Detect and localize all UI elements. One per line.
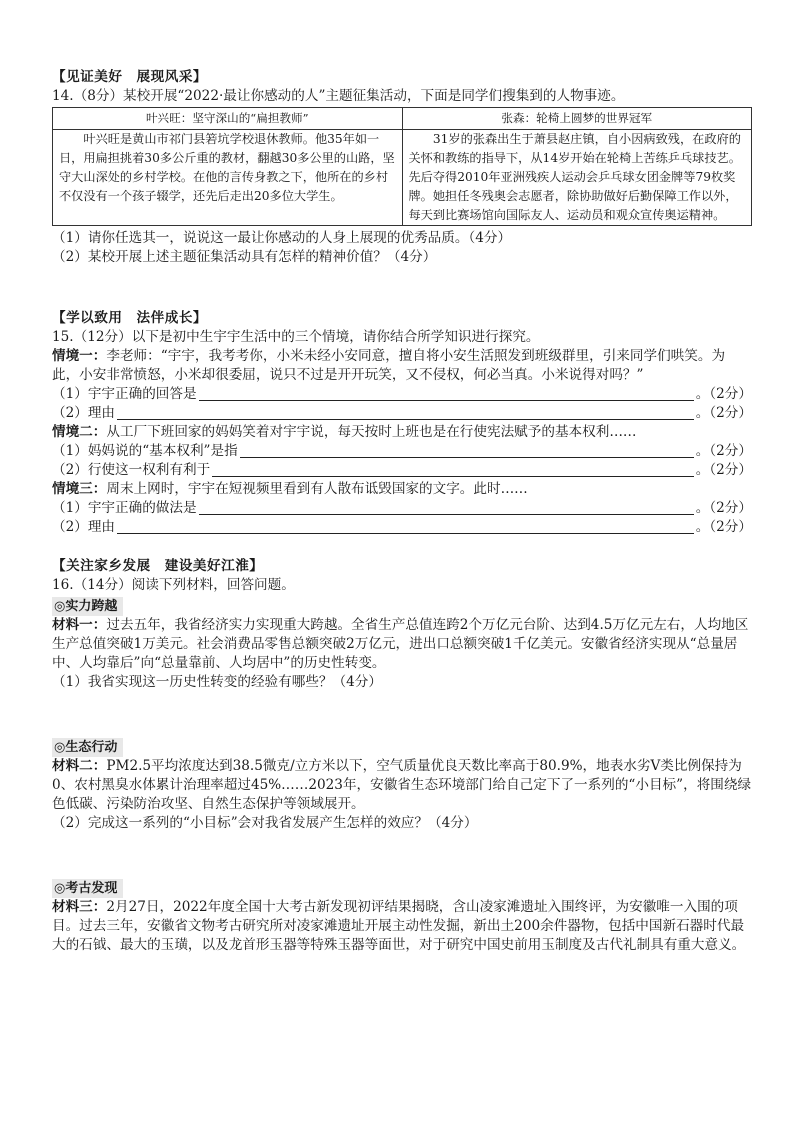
q15-scenario-1 xyxy=(52,347,752,385)
q14-story-table xyxy=(52,107,752,226)
s2-a-blank[interactable] xyxy=(240,442,694,458)
s3-a-prompt: （1）宇宇正确的做法是 xyxy=(52,500,197,516)
tag-archaeology: ◎考古发现 xyxy=(52,879,123,898)
s2-b-blank[interactable] xyxy=(212,461,694,477)
material-3-text: 2月27日，2022年度全国十大考古新发现初评结果揭晓，含山凌家滩遗址入围终评，为安徽唯一入围的项目。过去三年，安徽省文物考古研究所对凌家滩遗址开展主动性发掘，新出土200余件器物，包括中国新石器时代最大的石钺、最大的玉璜，以及龙首形玉器等特殊玉器等面世，对于研究中国史前用玉制度及古代礼制具有重大意义。 xyxy=(52,899,746,953)
s2-b-points: 。（2分） xyxy=(695,462,752,478)
material-1-text: 过去五年，我省经济实力实现重大跨越。全省生产总值连跨2个万亿元台阶、达到4.5万亿元左右，人均地区生产总值突破1万美元。社会消费品零售总额突破2万亿元，进出口总额突破1千亿美元。安徽省经济实现从“总量居中、人均靠后”向“总量靠前、人均居中”的历史性转变。 xyxy=(52,617,749,671)
scenario-2-label: 情境二： xyxy=(52,424,107,440)
q15-s3-answer-b xyxy=(52,518,752,537)
s1-a-prompt: （1）宇宇正确的回答是 xyxy=(52,386,197,402)
q15-s3-answer-a xyxy=(52,499,752,518)
s1-b-points: 。（2分） xyxy=(695,405,752,421)
s2-a-points: 。（2分） xyxy=(695,443,752,459)
s2-b-prompt: （2）行使这一权利有利于 xyxy=(52,462,211,478)
s3-a-points: 。（2分） xyxy=(695,500,752,516)
s1-b-blank[interactable] xyxy=(117,404,694,420)
scenario-3-text: 周末上网时，宇宇在短视频里看到有人散布诋毁国家的文字。此时…… xyxy=(106,481,528,497)
material-2-text: PM2.5平均浓度达到38.5微克/立方米以下，空气质量优良天数比率高于80.9%，地表水劣V类比例保持为0、农村黑臭水体累计治理率超过45%……2023年，安徽省生态环境部门给自己定下了一系列的“小目标”，将围绕绿色低碳、污染防治攻坚、自然生态保护等领域展开。 xyxy=(52,758,752,812)
q16-material-3 xyxy=(52,898,752,955)
section-title-2: 【学以致用 法伴成长】 xyxy=(52,310,208,326)
material-1-label: 材料一： xyxy=(52,617,107,633)
q15-s2-answer-a xyxy=(52,442,752,461)
q15-s1-answer-a xyxy=(52,385,752,404)
scenario-2-text: 从工厂下班回家的妈妈笑着对宇宇说，每天按时上班也是在行使宪法赋予的基本权利…… xyxy=(106,424,637,440)
s3-b-prompt: （2）理由 xyxy=(52,519,116,535)
q14-sub2: （2）某校开展上述主题征集活动具有怎样的精神价值？（4分） xyxy=(52,249,437,265)
scenario-3-label: 情境三： xyxy=(52,481,107,497)
s1-b-prompt: （2）理由 xyxy=(52,405,116,421)
q14-stem: 14.（8分）某校开展“2022·最让你感动的人”主题征集活动，下面是同学们搜集到的人物事迹。 xyxy=(52,88,625,104)
story-right-body: 31岁的张森出生于萧县赵庄镇，自小因病致残，在政府的关怀和教练的指导下，从14岁开始在轮椅上苦练乒乓球技艺。先后夺得2010年亚洲残疾人运动会乒乓球女团金牌等79枚奖牌。她担任冬残奥会志愿者，除协助做好后勤保障工作以外，每天到比赛场馆向国际友人、运动员和观众宣传奥运精神。 xyxy=(402,130,752,226)
section-title-3: 【关注家乡发展 建设美好江淮】 xyxy=(52,558,264,574)
q14-sub1: （1）请你任选其一，说说这一最让你感动的人身上展现的优秀品质。（4分） xyxy=(52,230,512,246)
s3-b-blank[interactable] xyxy=(117,518,694,534)
s1-a-points: 。（2分） xyxy=(695,386,752,402)
q15-s2-answer-b xyxy=(52,461,752,480)
exam-page xyxy=(52,68,752,955)
q16-stem: 16.（14分）阅读下列材料，回答问题。 xyxy=(52,577,295,593)
q15-s1-answer-b xyxy=(52,404,752,423)
story-right-head: 张森：轮椅上圆梦的世界冠军 xyxy=(402,108,752,130)
q16-material-2 xyxy=(52,757,752,814)
q15-stem: 15.（12分）以下是初中生宇宇生活中的三个情境，请你结合所学知识进行探究。 xyxy=(52,329,540,345)
q16-sub1: （1）我省实现这一历史性转变的经验有哪些？（4分） xyxy=(52,674,382,690)
scenario-1-text: 李老师：“宇宇，我考考你，小米未经小安同意，擅自将小安生活照发到班级群里，引来同学们哄笑。为此，小安非常愤怒，小米却很委屈，说只不过是开开玩笑，又不侵权，何必当真。小米说得对吗？” xyxy=(52,348,726,383)
tag-strength-leap: ◎实力跨越 xyxy=(52,597,123,616)
material-3-label: 材料三： xyxy=(52,899,107,915)
s3-b-points: 。（2分） xyxy=(695,519,752,535)
q15-scenario-2 xyxy=(52,423,752,442)
s1-a-blank[interactable] xyxy=(199,385,694,401)
s3-a-blank[interactable] xyxy=(199,499,694,515)
story-left-body: 叶兴旺是黄山市祁门县箬坑学校退休教师。他35年如一日，用扁担挑着30多公斤重的教材，翻越30多公里的山路，坚守大山深处的乡村学校。在他的言传身教之下，他所在的乡村不仅没有一个孩子辍学，还先后走出20多位大学生。 xyxy=(53,130,403,226)
scenario-1-label: 情境一： xyxy=(52,348,107,364)
q16-sub2: （2）完成这一系列的“小目标”会对我省发展产生怎样的效应？（4分） xyxy=(52,815,478,831)
q16-material-1 xyxy=(52,616,752,673)
section-title-1: 【见证美好 展现风采】 xyxy=(52,69,208,85)
q15-scenario-3 xyxy=(52,480,752,499)
story-left-head: 叶兴旺：坚守深山的“扁担教师” xyxy=(53,108,403,130)
tag-eco-action: ◎生态行动 xyxy=(52,738,123,757)
material-2-label: 材料二： xyxy=(52,758,107,774)
s2-a-prompt: （1）妈妈说的“基本权利”是指 xyxy=(52,443,238,459)
